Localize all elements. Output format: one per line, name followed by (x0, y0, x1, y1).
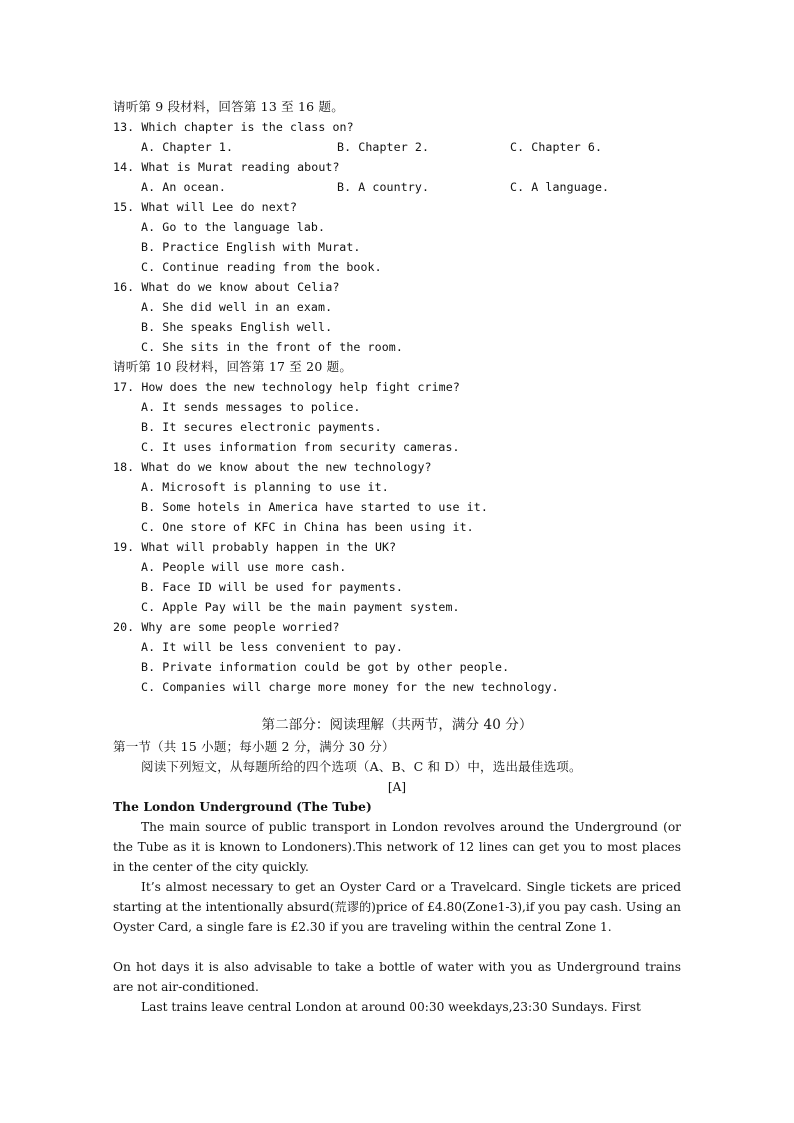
question-19: 19. What will probably happen in the UK? (113, 540, 397, 554)
option-17a: A. It sends messages to police. (141, 400, 361, 414)
option-14b: B. A country. (337, 180, 430, 194)
section-10-intro: 请听第 10 段材料，回答第 17 至 20 题。 (113, 359, 353, 374)
option-14c: C. A language. (510, 180, 610, 194)
paragraph-1: The main source of public transport in London revolves around the Underground (or the Tube as it is known to Londoners).This network of 12 lines can get you to most places in the center of the city quickly. (113, 820, 681, 874)
option-17c: C. It uses information from security cameras. (141, 440, 460, 454)
question-20: 20. Why are some people worried? (113, 620, 340, 634)
option-15b: B. Practice English with Murat. (141, 240, 361, 254)
option-18b: B. Some hotels in America have started to use it. (141, 500, 488, 514)
option-14a: A. An ocean. (141, 180, 226, 194)
paragraph-4: Last trains leave central London at around 00:30 weekdays,23:30 Sundays. First (141, 1000, 641, 1014)
question-16: 16. What do we know about Celia? (113, 280, 340, 294)
question-14: 14. What is Murat reading about? (113, 160, 340, 174)
question-17: 17. How does the new technology help fight crime? (113, 380, 460, 394)
option-17b: B. It secures electronic payments. (141, 420, 382, 434)
question-15: 15. What will Lee do next? (113, 200, 298, 214)
option-18a: A. Microsoft is planning to use it. (141, 480, 389, 494)
option-13c: C. Chapter 6. (510, 140, 603, 154)
passage-title: The London Underground (The Tube) (113, 800, 372, 814)
question-13: 13. Which chapter is the class on? (113, 120, 354, 134)
option-20a: A. It will be less convenient to pay. (141, 640, 403, 654)
option-19c: C. Apple Pay will be the main payment system. (141, 600, 460, 614)
reading-instruction: 阅读下列短文，从每题所给的四个选项（A、B、C 和 D）中，选出最佳选项。 (141, 759, 582, 774)
option-16a: A. She did well in an exam. (141, 300, 333, 314)
part-2-heading: 第二部分：阅读理解（共两节，满分 40 分） (261, 717, 533, 733)
option-20c: C. Companies will charge more money for the new technology. (141, 680, 559, 694)
option-18c: C. One store of KFC in China has been using it. (141, 520, 474, 534)
option-19a: A. People will use more cash. (141, 560, 347, 574)
section-9-intro: 请听第 9 段材料，回答第 13 至 16 题。 (113, 99, 344, 114)
option-15c: C. Continue reading from the book. (141, 260, 382, 274)
section-1-title: 第一节（共 15 小题；每小题 2 分，满分 30 分） (113, 739, 395, 754)
paragraph-2: It’s almost necessary to get an Oyster Card or a Travelcard. Single tickets are priced starting at the intentionally absurd(荒谬的)price of £4.80(Zone1-3),if you pay cash. Using an Oyster Card, a single fare is £2.30 if you are traveling within the central Zone 1. (113, 880, 681, 934)
paragraph-3: On hot days it is also advisable to take a bottle of water with you as Underground trains are not air-conditioned. (113, 960, 681, 994)
passage-label: [A] (387, 780, 407, 794)
option-20b: B. Private information could be got by other people. (141, 660, 510, 674)
question-18: 18. What do we know about the new technology? (113, 460, 432, 474)
option-19b: B. Face ID will be used for payments. (141, 580, 403, 594)
option-15a: A. Go to the language lab. (141, 220, 326, 234)
option-16c: C. She sits in the front of the room. (141, 340, 403, 354)
option-16b: B. She speaks English well. (141, 320, 333, 334)
option-13a: A. Chapter 1. (141, 140, 234, 154)
option-13b: B. Chapter 2. (337, 140, 430, 154)
